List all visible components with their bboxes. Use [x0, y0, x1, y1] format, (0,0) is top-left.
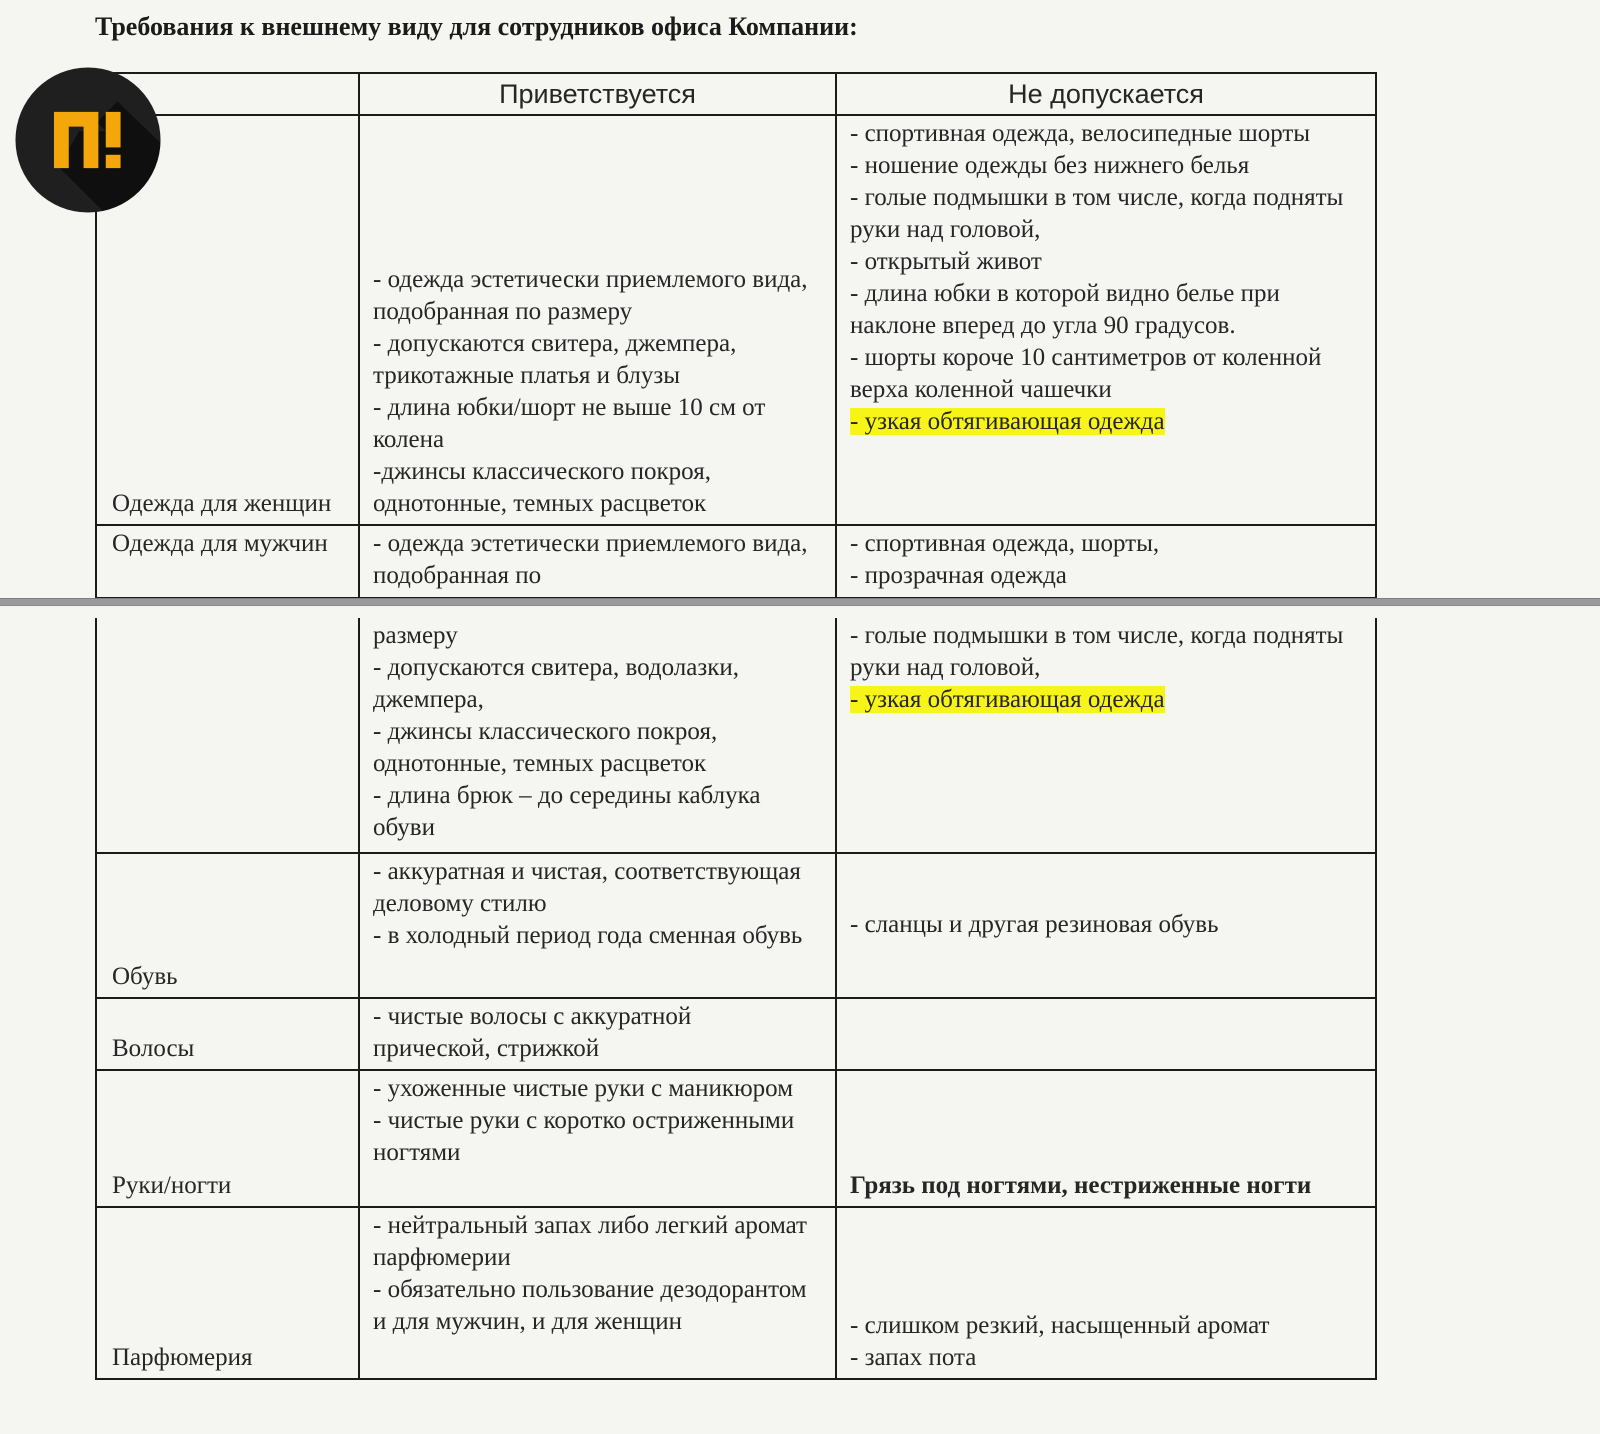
- requirement-item: - в холодный период года сменная обувь: [373, 922, 803, 949]
- requirement-item: - аккуратная и чистая, соответствующая деловому стилю: [373, 858, 801, 917]
- requirement-item: - открытый живот: [850, 248, 1042, 275]
- company-logo: [14, 66, 162, 214]
- document-title: Требования к внешнему виду для сотрудников офиса Компании:: [95, 12, 858, 41]
- not-allowed-cell: [836, 618, 1376, 853]
- requirement-item: - спортивная одежда, велосипедные шорты: [850, 120, 1311, 147]
- requirement-item: -джинсы классического покроя, однотонные, темных расцветок: [373, 458, 711, 517]
- requirement-item: - нейтральный запах либо легкий аромат парфюмерии: [373, 1212, 807, 1271]
- table-row-perfume: [96, 1207, 1376, 1379]
- requirement-item: - допускаются свитера, джемпера, трикотажные платья и блузы: [373, 330, 737, 389]
- header-welcomed-cell: Приветствуется: [359, 73, 836, 115]
- table-row-men-clothing: [96, 525, 1376, 598]
- requirement-item: - длина юбки/шорт не выше 10 см от колена: [373, 394, 766, 453]
- row-label: Волосы: [112, 1035, 195, 1062]
- requirement-item: - одежда эстетически приемлемого вида, подобранная по: [373, 530, 808, 589]
- requirement-item-highlighted: - узкая обтягивающая одежда: [850, 408, 1165, 435]
- requirement-item: - джинсы классического покроя, однотонные, темных расцветок: [373, 718, 718, 777]
- not-allowed-cell: [836, 1207, 1376, 1379]
- table-row-shoes: [96, 853, 1376, 998]
- requirement-item: Грязь под ногтями, нестриженные ногти: [850, 1172, 1312, 1199]
- row-label-cell: [96, 998, 359, 1070]
- row-label: Одежда для женщин: [112, 490, 332, 517]
- row-label: Руки/ногти: [112, 1172, 232, 1199]
- header-not-allowed-cell: Не допускается: [836, 73, 1376, 115]
- not-allowed-cell: [836, 1070, 1376, 1207]
- requirement-item: - длина брюк – до середины каблука обуви: [373, 782, 761, 841]
- requirement-item: - длина юбки в которой видно белье при наклоне вперед до угла 90 градусов.: [850, 280, 1280, 339]
- requirement-item: - чистые руки с коротко остриженными ногтями: [373, 1107, 795, 1166]
- requirement-item: - запах пота: [850, 1344, 977, 1371]
- table-row-hair: [96, 998, 1376, 1070]
- requirement-item: - чистые волосы с аккуратной прической, стрижкой: [373, 1003, 692, 1062]
- requirement-item: - прозрачная одежда: [850, 562, 1067, 589]
- not-allowed-cell: [836, 115, 1376, 525]
- requirement-item: - сланцы и другая резиновая обувь: [850, 910, 1219, 938]
- requirement-item: - голые подмышки в том числе, когда подняты руки над головой,: [850, 184, 1344, 243]
- requirement-item: размеру: [373, 622, 458, 649]
- page-break-divider: [0, 598, 1600, 606]
- requirement-item: - ухоженные чистые руки с маникюром: [373, 1075, 794, 1102]
- table-header-row: [96, 73, 1376, 115]
- not-allowed-cell: [836, 998, 1376, 1070]
- row-label: Парфюмерия: [112, 1344, 253, 1371]
- welcomed-cell: [359, 525, 836, 598]
- welcomed-cell: [359, 998, 836, 1070]
- requirement-item: - спортивная одежда, шорты,: [850, 530, 1160, 557]
- table-row-men-clothing-continued: [96, 618, 1376, 853]
- welcomed-cell: [359, 1207, 836, 1379]
- welcomed-cell: [359, 115, 836, 525]
- row-label-cell: [96, 1207, 359, 1379]
- row-label-cell: [96, 853, 359, 998]
- row-label-cell: [96, 618, 359, 853]
- logo-glyph: [54, 112, 121, 168]
- requirement-item: - обязательно пользование дезодорантом и для мужчин, и для женщин: [373, 1276, 807, 1335]
- welcomed-cell: [359, 618, 836, 853]
- requirement-item: - шорты короче 10 сантиметров от коленной верха коленной чашечки: [850, 344, 1322, 403]
- row-label-cell: [96, 1070, 359, 1207]
- row-label-cell: [96, 525, 359, 598]
- requirement-item: - слишком резкий, насыщенный аромат: [850, 1312, 1270, 1339]
- requirement-item: - голые подмышки в том числе, когда подняты руки над головой,: [850, 622, 1344, 681]
- welcomed-cell: [359, 853, 836, 998]
- dress-code-table-page2: [95, 618, 1377, 1380]
- requirement-item: - допускаются свитера, водолазки, джемпера,: [373, 654, 739, 713]
- not-allowed-cell: [836, 525, 1376, 598]
- row-label: Обувь: [112, 963, 178, 990]
- dress-code-table-page1: [95, 72, 1377, 599]
- row-label: Одежда для мужчин: [112, 530, 328, 557]
- table-row-women-clothing: [96, 115, 1376, 525]
- requirement-item: - ношение одежды без нижнего белья: [850, 152, 1250, 179]
- welcomed-cell: [359, 1070, 836, 1207]
- requirement-item-highlighted: - узкая обтягивающая одежда: [850, 686, 1165, 713]
- requirement-item: - одежда эстетически приемлемого вида, подобранная по размеру: [373, 266, 808, 325]
- table-row-hands-nails: [96, 1070, 1376, 1207]
- not-allowed-cell: [836, 853, 1376, 998]
